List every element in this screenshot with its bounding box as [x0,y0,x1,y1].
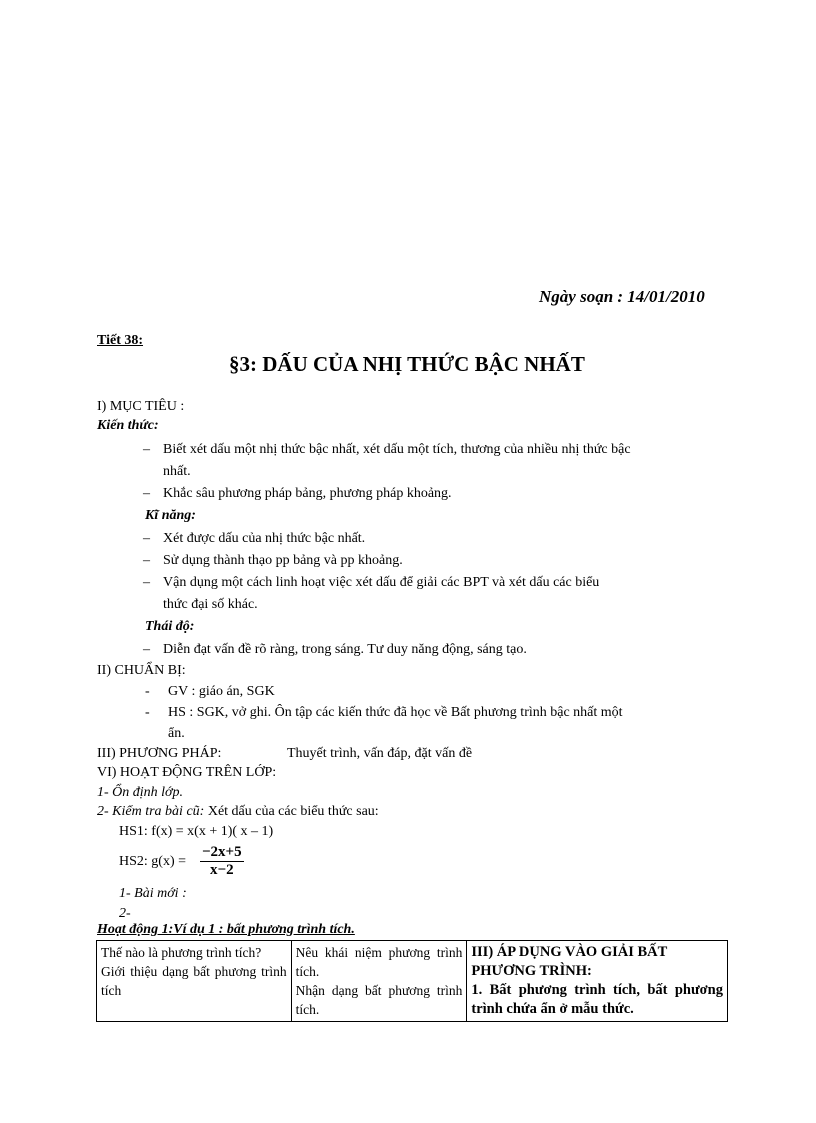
fraction-denominator: x−2 [210,862,234,878]
section-activities-heading: VI) HOẠT ĐỘNG TRÊN LỚP: [97,765,277,780]
teacher-activity-cell [97,941,292,1022]
list-item: Biết xét dấu một nhị thức bậc nhất, xét dấu một tích, thương của nhiều nhị thức bậc [163,442,631,457]
list-item-continuation: ẩn. [168,726,185,741]
lesson-number: Tiết 38: [97,333,144,348]
hs1-exercise: HS1: f(x) = x(x + 1)( x – 1) [119,824,274,839]
hs2-fraction [200,844,244,879]
list-bullet: – [143,553,150,568]
list-item-continuation: thức đại số khác. [163,597,258,612]
method-text: Thuyết trình, vấn đáp, đặt vấn đề [287,746,473,761]
new-lesson-item: 1- Bài mới : [119,886,187,901]
activity-1-heading: Hoạt động 1:Ví dụ 1 : bất phương trình tích. [97,922,355,937]
section-preparation-heading: II) CHUẨN BỊ: [97,663,186,678]
teacher-activity-line: Giới thiệu dạng bất phương trình tích [101,964,287,998]
step-review-label: 2- Kiểm tra bài cũ: [97,804,205,819]
list-bullet: – [143,575,150,590]
skills-label: Kĩ năng: [145,508,196,523]
step-stabilize-class: 1- Ổn định lớp. [97,785,184,800]
step-review [97,804,379,820]
list-bullet: - [145,684,150,699]
blank-item: 2- [119,906,131,921]
list-item: Vận dụng một cách linh hoạt việc xét dấu để giải các BPT và xét dấu các biểu [163,575,600,590]
list-bullet: – [143,442,150,457]
list-bullet: – [143,531,150,546]
student-activity-cell [291,941,467,1022]
student-activity-line: Nhận dạng bất phương trình tích. [295,983,463,1017]
section-objectives-heading: I) MỤC TIÊU : [97,399,185,414]
page-title: §3: DẤU CỦA NHỊ THỨC BẬC NHẤT [229,352,585,376]
section-method-heading: III) PHƯƠNG PHÁP: [97,746,222,761]
student-activity-line: Nêu khái niệm phương trình tích. [295,945,463,979]
list-item: Sử dụng thành thạo pp bảng và pp khoảng. [163,553,403,568]
preparation-date: Ngày soạn : 14/01/2010 [539,287,705,306]
list-bullet: - [145,705,150,720]
list-item-continuation: nhất. [163,464,191,479]
attitude-label: Thái độ: [145,619,195,634]
step-review-text: Xét dấu của các biểu thức sau: [207,804,379,819]
list-item: HS : SGK, vở ghi. Ôn tập các kiến thức đã học về Bất phương trình bậc nhất một [168,705,623,720]
list-bullet: – [143,486,150,501]
activity-table [96,940,728,1022]
list-item: Diễn đạt vấn đề rõ ràng, trong sáng. Tư duy năng động, sáng tạo. [163,642,527,657]
fraction-numerator: −2x+5 [202,844,242,860]
list-item: Khắc sâu phương pháp bảng, phương pháp khoảng. [163,486,452,501]
list-item: Xét được dấu của nhị thức bậc nhất. [163,531,366,546]
knowledge-label: Kiến thức: [97,418,159,433]
content-cell [467,941,728,1022]
content-heading: III) ÁP DỤNG VÀO GIẢI BẤT PHƯƠNG TRÌNH: [471,944,668,979]
list-item: GV : giáo án, SGK [168,684,275,699]
hs2-exercise-prefix: HS2: g(x) = [119,854,187,869]
teacher-activity-line: Thế nào là phương trình tích? [101,945,262,960]
content-subheading: 1. Bất phương trình tích, bất phương trình chứa ẩn ở mẫu thức. [471,982,723,1017]
list-bullet: – [143,642,150,657]
table-row [97,941,728,1022]
